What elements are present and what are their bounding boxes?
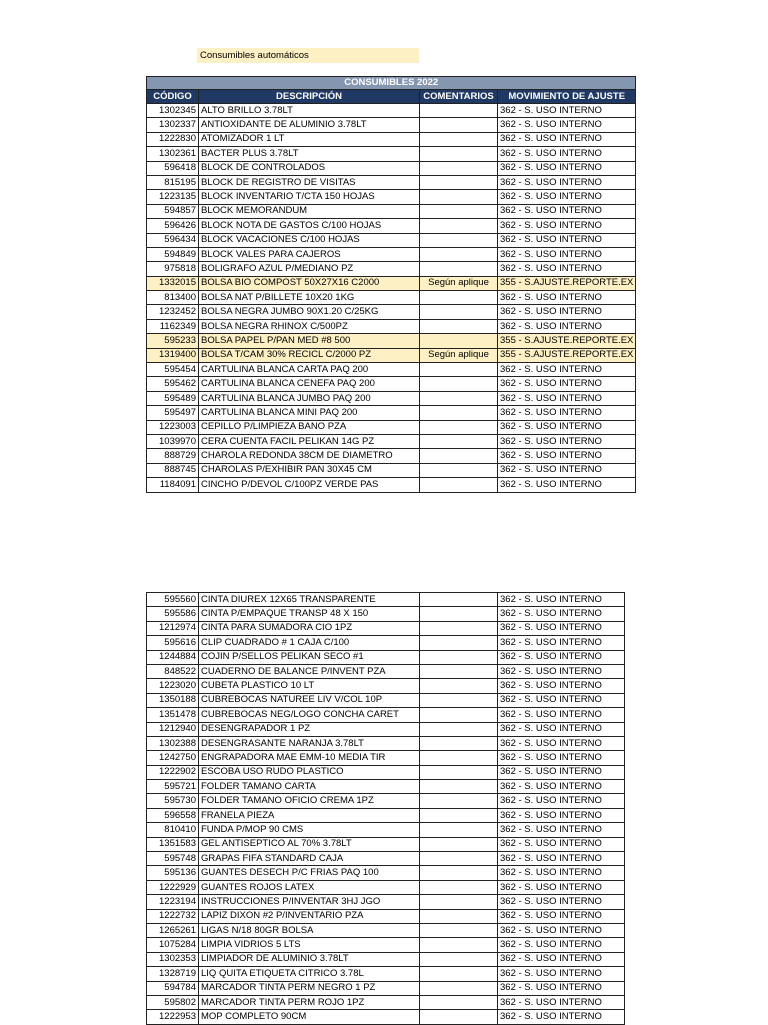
cell-description: LAPIZ DIXON #2 P/INVENTARIO PZA	[199, 909, 420, 923]
cell-adjustment: 362 - S. USO INTERNO	[498, 247, 636, 261]
table-row	[147, 967, 625, 981]
table-row	[147, 463, 636, 477]
cell-code: 1222953	[147, 1010, 199, 1024]
cell-adjustment: 362 - S. USO INTERNO	[498, 175, 636, 189]
cell-adjustment: 362 - S. USO INTERNO	[498, 909, 625, 923]
cell-adjustment: 362 - S. USO INTERNO	[498, 305, 636, 319]
cell-adjustment: 362 - S. USO INTERNO	[498, 118, 636, 132]
table-row	[147, 909, 625, 923]
cell-code: 595462	[147, 377, 199, 391]
cell-description: BLOCK VALES PARA CAJEROS	[199, 247, 420, 261]
cell-comment	[420, 175, 498, 189]
cell-description: BLOCK INVENTARIO T/CTA 150 HOJAS	[199, 190, 420, 204]
cell-description: BOLSA PAPEL P/PAN MED #8 500	[199, 334, 420, 348]
cell-description: ESCOBA USO RUDO PLASTICO	[199, 765, 420, 779]
cell-code: 1162349	[147, 319, 199, 333]
cell-description: DESENGRAPADOR 1 PZ	[199, 722, 420, 736]
table-row	[147, 305, 636, 319]
cell-description: CUADERNO DE BALANCE P/INVENT PZA	[199, 664, 420, 678]
cell-code: 1351478	[147, 708, 199, 722]
table-row	[147, 952, 625, 966]
cell-code: 848522	[147, 664, 199, 678]
cell-description: BLOCK MEMORANDUM	[199, 204, 420, 218]
cell-code: 975818	[147, 262, 199, 276]
cell-comment	[420, 808, 498, 822]
table-row	[147, 765, 625, 779]
cell-code: 594849	[147, 247, 199, 261]
cell-code: 1265261	[147, 923, 199, 937]
cell-code: 596558	[147, 808, 199, 822]
table-row	[147, 291, 636, 305]
cell-description: BOLIGRAFO AZUL P/MEDIANO PZ	[199, 262, 420, 276]
cell-adjustment: 362 - S. USO INTERNO	[498, 708, 625, 722]
table-row	[147, 693, 625, 707]
cell-code: 595497	[147, 406, 199, 420]
table-row	[147, 204, 636, 218]
cell-code: 1232452	[147, 305, 199, 319]
cell-code: 594857	[147, 204, 199, 218]
column-header-code: CÓDIGO	[147, 90, 199, 104]
cell-adjustment: 362 - S. USO INTERNO	[498, 736, 625, 750]
cell-comment	[420, 478, 498, 492]
table-row	[147, 1010, 625, 1024]
cell-adjustment: 362 - S. USO INTERNO	[498, 693, 625, 707]
cell-description: BLOCK VACACIONES C/100 HOJAS	[199, 233, 420, 247]
table-row	[147, 708, 625, 722]
cell-adjustment: 362 - S. USO INTERNO	[498, 952, 625, 966]
cell-code: 1302345	[147, 104, 199, 118]
cell-adjustment: 362 - S. USO INTERNO	[498, 636, 625, 650]
cell-comment	[420, 722, 498, 736]
cell-adjustment: 362 - S. USO INTERNO	[498, 981, 625, 995]
cell-comment	[420, 132, 498, 146]
table-row	[147, 147, 636, 161]
table-body-section-2	[147, 593, 625, 1025]
cell-code: 1223194	[147, 895, 199, 909]
table-row	[147, 276, 636, 290]
cell-code: 596426	[147, 219, 199, 233]
cell-adjustment: 362 - S. USO INTERNO	[498, 607, 625, 621]
cell-description: BLOCK NOTA DE GASTOS C/100 HOJAS	[199, 219, 420, 233]
cell-comment	[420, 305, 498, 319]
cell-description: LIMPIA VIDRIOS 5 LTS	[199, 938, 420, 952]
cell-code: 1302353	[147, 952, 199, 966]
cell-adjustment: 362 - S. USO INTERNO	[498, 190, 636, 204]
cell-description: GRAPAS FIFA STANDARD CAJA	[199, 852, 420, 866]
cell-description: FUNDA P/MOP 90 CMS	[199, 823, 420, 837]
cell-comment	[420, 204, 498, 218]
cell-description: CARTULINA BLANCA CENEFA PAQ 200	[199, 377, 420, 391]
cell-comment	[420, 607, 498, 621]
cell-adjustment: 362 - S. USO INTERNO	[498, 852, 625, 866]
cell-adjustment: 362 - S. USO INTERNO	[498, 823, 625, 837]
cell-adjustment: 362 - S. USO INTERNO	[498, 837, 625, 851]
cell-adjustment: 362 - S. USO INTERNO	[498, 765, 625, 779]
cell-description: FRANELA PIEZA	[199, 808, 420, 822]
cell-code: 595802	[147, 995, 199, 1009]
cell-adjustment: 362 - S. USO INTERNO	[498, 132, 636, 146]
table-row	[147, 377, 636, 391]
cell-comment	[420, 967, 498, 981]
cell-comment	[420, 751, 498, 765]
table-row	[147, 262, 636, 276]
cell-code: 1223020	[147, 679, 199, 693]
cell-code: 813400	[147, 291, 199, 305]
consumables-table-section-1	[146, 76, 636, 493]
cell-adjustment: 362 - S. USO INTERNO	[498, 104, 636, 118]
table-row	[147, 650, 625, 664]
cell-code: 1302388	[147, 736, 199, 750]
cell-comment	[420, 434, 498, 448]
cell-description: INSTRUCCIONES P/INVENTAR 3HJ JGO	[199, 895, 420, 909]
cell-adjustment: 362 - S. USO INTERNO	[498, 938, 625, 952]
cell-adjustment: 362 - S. USO INTERNO	[498, 363, 636, 377]
cell-description: CERA CUENTA FACIL PELIKAN 14G PZ	[199, 434, 420, 448]
table-row	[147, 434, 636, 448]
table-row	[147, 406, 636, 420]
table-title-row	[147, 77, 636, 90]
table-row	[147, 161, 636, 175]
cell-description: BLOCK DE CONTROLADOS	[199, 161, 420, 175]
table-row	[147, 880, 625, 894]
cell-description: BOLSA NAT P/BILLETE 10X20 1KG	[199, 291, 420, 305]
cell-description: CINTA PARA SUMADORA CIO 1PZ	[199, 621, 420, 635]
cell-adjustment: 362 - S. USO INTERNO	[498, 391, 636, 405]
table-row	[147, 751, 625, 765]
cell-code: 888745	[147, 463, 199, 477]
cell-adjustment: 362 - S. USO INTERNO	[498, 377, 636, 391]
cell-comment	[420, 1010, 498, 1024]
cell-comment	[420, 981, 498, 995]
cell-code: 1222732	[147, 909, 199, 923]
cell-code: 595730	[147, 794, 199, 808]
cell-code: 1223135	[147, 190, 199, 204]
cell-comment	[420, 866, 498, 880]
cell-comment	[420, 621, 498, 635]
cell-description: CUBREBOCAS NEG/LOGO CONCHA CARET	[199, 708, 420, 722]
column-header-adjustment: MOVIMIENTO DE AJUSTE	[498, 90, 636, 104]
column-header-description: DESCRIPCIÓN	[199, 90, 420, 104]
cell-code: 888729	[147, 449, 199, 463]
cell-code: 810410	[147, 823, 199, 837]
cell-comment	[420, 693, 498, 707]
cell-adjustment: 362 - S. USO INTERNO	[498, 434, 636, 448]
cell-adjustment: 362 - S. USO INTERNO	[498, 967, 625, 981]
table-row	[147, 736, 625, 750]
cell-description: BACTER PLUS 3.78LT	[199, 147, 420, 161]
cell-adjustment: 355 - S.AJUSTE.REPORTE.EX	[498, 334, 636, 348]
cell-description: ANTIOXIDANTE DE ALUMINIO 3.78LT	[199, 118, 420, 132]
cell-description: CINTA P/EMPAQUE TRANSP 48 X 150	[199, 607, 420, 621]
cell-code: 595454	[147, 363, 199, 377]
cell-comment	[420, 118, 498, 132]
cell-description: CARTULINA BLANCA CARTA PAQ 200	[199, 363, 420, 377]
cell-comment	[420, 219, 498, 233]
cell-comment	[420, 679, 498, 693]
cell-comment	[420, 823, 498, 837]
cell-adjustment: 362 - S. USO INTERNO	[498, 808, 625, 822]
table-row	[147, 334, 636, 348]
cell-code: 1222929	[147, 880, 199, 894]
cell-code: 1222902	[147, 765, 199, 779]
cell-adjustment: 362 - S. USO INTERNO	[498, 866, 625, 880]
cell-adjustment: 362 - S. USO INTERNO	[498, 664, 625, 678]
cell-code: 1332015	[147, 276, 199, 290]
cell-description: GEL ANTISEPTICO AL 70% 3.78LT	[199, 837, 420, 851]
cell-adjustment: 362 - S. USO INTERNO	[498, 995, 625, 1009]
cell-code: 595136	[147, 866, 199, 880]
cell-code: 595560	[147, 593, 199, 607]
cell-comment	[420, 463, 498, 477]
table-row	[147, 449, 636, 463]
cell-comment	[420, 406, 498, 420]
table-row	[147, 118, 636, 132]
table-row	[147, 923, 625, 937]
cell-adjustment: 362 - S. USO INTERNO	[498, 722, 625, 736]
cell-adjustment: 362 - S. USO INTERNO	[498, 650, 625, 664]
table-row	[147, 104, 636, 118]
table-row	[147, 895, 625, 909]
table-row	[147, 247, 636, 261]
table-row	[147, 363, 636, 377]
cell-comment	[420, 880, 498, 894]
table-row	[147, 348, 636, 362]
cell-description: CINTA DIUREX 12X65 TRANSPARENTE	[199, 593, 420, 607]
cell-comment	[420, 952, 498, 966]
table-row	[147, 780, 625, 794]
cell-comment	[420, 593, 498, 607]
cell-adjustment: 362 - S. USO INTERNO	[498, 219, 636, 233]
table-row	[147, 621, 625, 635]
cell-adjustment: 362 - S. USO INTERNO	[498, 621, 625, 635]
table-row	[147, 175, 636, 189]
cell-description: ENGRAPADORA MAE EMM-10 MEDIA TIR	[199, 751, 420, 765]
cell-description: CEPILLO P/LIMPIEZA BANO PZA	[199, 420, 420, 434]
cell-comment	[420, 363, 498, 377]
cell-code: 815195	[147, 175, 199, 189]
cell-comment	[420, 104, 498, 118]
cell-code: 1350188	[147, 693, 199, 707]
table-row	[147, 823, 625, 837]
table-row	[147, 852, 625, 866]
cell-code: 1222830	[147, 132, 199, 146]
cell-adjustment: 362 - S. USO INTERNO	[498, 204, 636, 218]
cell-description: CHAROLA REDONDA 38CM DE DIAMETRO	[199, 449, 420, 463]
table-row	[147, 607, 625, 621]
cell-comment	[420, 765, 498, 779]
cell-description: BOLSA NEGRA JUMBO 90X1.20 C/25KG	[199, 305, 420, 319]
table-row	[147, 837, 625, 851]
cell-code: 595489	[147, 391, 199, 405]
cell-adjustment: 362 - S. USO INTERNO	[498, 406, 636, 420]
cell-description: CARTULINA BLANCA MINI PAQ 200	[199, 406, 420, 420]
cell-comment	[420, 736, 498, 750]
cell-comment	[420, 161, 498, 175]
table-row	[147, 995, 625, 1009]
cell-comment	[420, 909, 498, 923]
cell-comment	[420, 291, 498, 305]
table-row	[147, 190, 636, 204]
cell-code: 595616	[147, 636, 199, 650]
cell-comment	[420, 852, 498, 866]
cell-description: CUBREBOCAS NATUREE LIV V/COL 10P	[199, 693, 420, 707]
cell-code: 1242750	[147, 751, 199, 765]
cell-comment	[420, 247, 498, 261]
table-row	[147, 219, 636, 233]
cell-description: CINCHO P/DEVOL C/100PZ VERDE PAS	[199, 478, 420, 492]
table-row	[147, 478, 636, 492]
cell-comment: Según aplique	[420, 276, 498, 290]
cell-description: COJIN P/SELLOS PELIKAN SECO #1	[199, 650, 420, 664]
cell-code: 1212940	[147, 722, 199, 736]
cell-comment	[420, 190, 498, 204]
cell-adjustment: 362 - S. USO INTERNO	[498, 262, 636, 276]
cell-code: 1244884	[147, 650, 199, 664]
cell-code: 595586	[147, 607, 199, 621]
cell-adjustment: 362 - S. USO INTERNO	[498, 449, 636, 463]
table-row	[147, 794, 625, 808]
cell-code: 1223003	[147, 420, 199, 434]
cell-description: ATOMIZADOR 1 LT	[199, 132, 420, 146]
cell-adjustment: 355 - S.AJUSTE.REPORTE.EX	[498, 348, 636, 362]
cell-description: FOLDER TAMANO OFICIO CREMA 1PZ	[199, 794, 420, 808]
cell-code: 595721	[147, 780, 199, 794]
cell-comment	[420, 636, 498, 650]
cell-adjustment: 362 - S. USO INTERNO	[498, 1010, 625, 1024]
table-row	[147, 420, 636, 434]
cell-adjustment: 362 - S. USO INTERNO	[498, 319, 636, 333]
cell-code: 596418	[147, 161, 199, 175]
cell-description: CUBETA PLASTICO 10 LT	[199, 679, 420, 693]
table-row	[147, 808, 625, 822]
cell-comment	[420, 794, 498, 808]
cell-description: LIGAS N/18 80GR BOLSA	[199, 923, 420, 937]
cell-description: DESENGRASANTE NARANJA 3.78LT	[199, 736, 420, 750]
table-row	[147, 391, 636, 405]
cell-description: FOLDER TAMANO CARTA	[199, 780, 420, 794]
table-row	[147, 233, 636, 247]
table-row	[147, 866, 625, 880]
cell-description: CARTULINA BLANCA JUMBO PAQ 200	[199, 391, 420, 405]
cell-comment	[420, 147, 498, 161]
cell-description: BOLSA NEGRA RHINOX C/500PZ	[199, 319, 420, 333]
table-body-section-1	[147, 104, 636, 493]
table-row	[147, 981, 625, 995]
cell-code: 1184091	[147, 478, 199, 492]
table-row	[147, 679, 625, 693]
cell-adjustment: 362 - S. USO INTERNO	[498, 420, 636, 434]
cell-adjustment: 362 - S. USO INTERNO	[498, 751, 625, 765]
cell-adjustment: 362 - S. USO INTERNO	[498, 794, 625, 808]
cell-description: LIQ QUITA ETIQUETA CITRICO 3.78L	[199, 967, 420, 981]
cell-description: CHAROLAS P/EXHIBIR PAN 30X45 CM	[199, 463, 420, 477]
table-row	[147, 636, 625, 650]
cell-adjustment: 362 - S. USO INTERNO	[498, 478, 636, 492]
cell-description: BLOCK DE REGISTRO DE VISITAS	[199, 175, 420, 189]
cell-description: ALTO BRILLO 3.78LT	[199, 104, 420, 118]
cell-adjustment: 362 - S. USO INTERNO	[498, 291, 636, 305]
cell-comment	[420, 262, 498, 276]
cell-description: MARCADOR TINTA PERM ROJO 1PZ	[199, 995, 420, 1009]
cell-adjustment: 362 - S. USO INTERNO	[498, 880, 625, 894]
cell-comment	[420, 449, 498, 463]
table-row	[147, 132, 636, 146]
table-title: CONSUMIBLES 2022	[147, 77, 636, 90]
cell-comment	[420, 391, 498, 405]
cell-comment	[420, 319, 498, 333]
cell-description: MARCADOR TINTA PERM NEGRO 1 PZ	[199, 981, 420, 995]
cell-code: 595233	[147, 334, 199, 348]
table-row	[147, 593, 625, 607]
cell-code: 595748	[147, 852, 199, 866]
cell-adjustment: 362 - S. USO INTERNO	[498, 679, 625, 693]
cell-comment	[420, 708, 498, 722]
cell-comment	[420, 233, 498, 247]
cell-description: LIMPIADOR DE ALUMINIO 3.78LT	[199, 952, 420, 966]
cell-description: BOLSA T/CAM 30% RECICL C/2000 PZ	[199, 348, 420, 362]
table-row	[147, 722, 625, 736]
cell-description: MOP COMPLETO 90CM	[199, 1010, 420, 1024]
cell-code: 1319400	[147, 348, 199, 362]
cell-comment	[420, 995, 498, 1009]
cell-comment	[420, 938, 498, 952]
cell-comment: Según aplique	[420, 348, 498, 362]
cell-code: 1328719	[147, 967, 199, 981]
cell-code: 1302361	[147, 147, 199, 161]
cell-code: 1075284	[147, 938, 199, 952]
cell-adjustment: 362 - S. USO INTERNO	[498, 923, 625, 937]
cell-comment	[420, 837, 498, 851]
cell-adjustment: 362 - S. USO INTERNO	[498, 780, 625, 794]
cell-adjustment: 362 - S. USO INTERNO	[498, 233, 636, 247]
cell-comment	[420, 377, 498, 391]
cell-code: 596434	[147, 233, 199, 247]
table-row	[147, 938, 625, 952]
cell-adjustment: 362 - S. USO INTERNO	[498, 161, 636, 175]
cell-comment	[420, 923, 498, 937]
cell-code: 1351583	[147, 837, 199, 851]
cell-description: BOLSA BIO COMPOST 50X27X16 C2000	[199, 276, 420, 290]
cell-adjustment: 362 - S. USO INTERNO	[498, 895, 625, 909]
cell-code: 594784	[147, 981, 199, 995]
column-header-comments: COMENTARIOS	[420, 90, 498, 104]
cell-adjustment: 362 - S. USO INTERNO	[498, 593, 625, 607]
table-row	[147, 664, 625, 678]
cell-adjustment: 362 - S. USO INTERNO	[498, 147, 636, 161]
cell-comment	[420, 895, 498, 909]
cell-adjustment: 355 - S.AJUSTE.REPORTE.EX	[498, 276, 636, 290]
cell-code: 1039970	[147, 434, 199, 448]
table-row	[147, 319, 636, 333]
cell-comment	[420, 420, 498, 434]
cell-comment	[420, 780, 498, 794]
cell-comment	[420, 334, 498, 348]
table-header-row	[147, 90, 636, 104]
cell-code: 1212974	[147, 621, 199, 635]
cell-description: CLIP CUADRADO # 1 CAJA C/100	[199, 636, 420, 650]
cell-description: GUANTES DESECH P/C FRIAS PAQ 100	[199, 866, 420, 880]
cell-description: GUANTES ROJOS LATEX	[199, 880, 420, 894]
cell-adjustment: 362 - S. USO INTERNO	[498, 463, 636, 477]
cell-comment	[420, 650, 498, 664]
consumables-table-section-2	[146, 592, 625, 1025]
cell-code: 1302337	[147, 118, 199, 132]
cell-comment	[420, 664, 498, 678]
automatic-consumables-note: Consumibles automáticos	[197, 48, 419, 63]
